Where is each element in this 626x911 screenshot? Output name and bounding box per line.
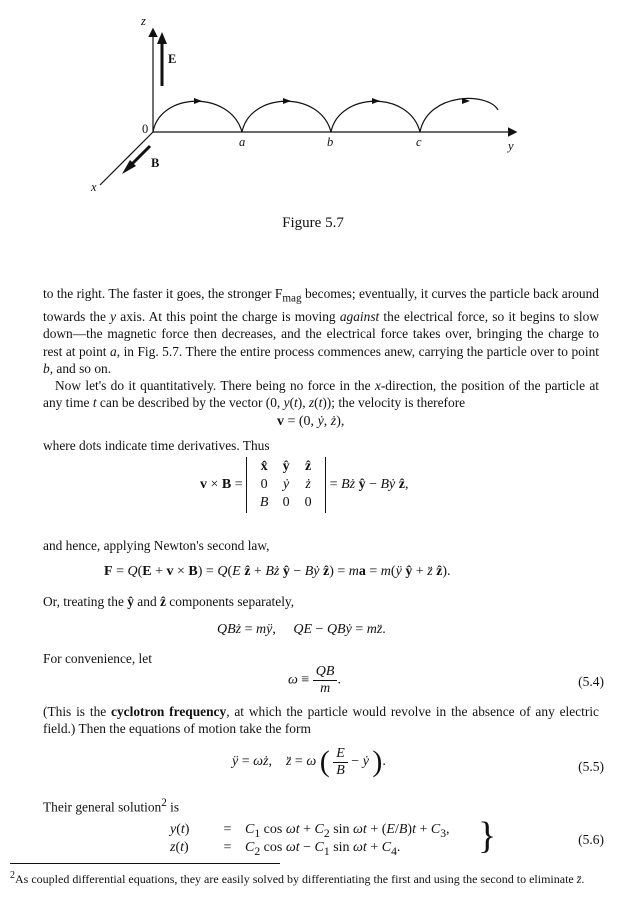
point-b-label: b [327,135,334,149]
cross-rhs: = Bż ŷ − Bẏ ẑ, [329,477,409,492]
solution-brace: } [478,815,497,857]
paragraph-text: Their general solution$^2$ is [43,797,180,815]
matrix-cell: 0 [260,477,268,492]
sol-z-lhs: z(t) [170,840,189,855]
motion-denominator: B [336,762,345,778]
point-a-label: a [239,135,246,149]
field-b-label: B [151,156,160,170]
point-c-label: c [416,135,422,149]
matrix-cell: x̂ [260,459,268,474]
field-e-label: E [168,52,177,66]
matrix-cell: ż [305,477,311,492]
arc-direction-arrow-1 [194,98,202,104]
origin-label: 0 [142,122,149,136]
x-axis [100,132,153,185]
paragraph-components [43,593,599,610]
paragraph-text: Or, treating the ŷ and ẑ components separately, [43,594,295,609]
sol-y-rhs: $C_1$ $\cos \omega t + C_2$ $\sin \omega t + (E/B)t + C_3$, [245,822,450,840]
motion-tail: − ẏ [351,754,369,769]
paragraph-text: to the right. The faster it goes, the stronger $F_{mag}$ becomes; eventually, it curves the particle back around towards the y axis. At this point the charge is moving against the electrical force, so it begins to slow down—the magnetic force then decreases, and the electrical force takes over, bringing the charge to rest at point a, in Fig. 5.7. There the entire process commences anew, carrying the particle over to point b, and so on. [43,286,599,377]
cycloid-arc-3 [331,101,420,132]
matrix-cell: 0 [282,495,290,510]
matrix-cell: B [259,495,269,510]
equation-solution-y [170,822,450,840]
motion-numerator: E [333,746,348,763]
paragraph-text: Now let's do it quantitatively. There being no force in the x-direction, the position of the particle at any time t can be described by the vector (0, y(t), z(t)); the velocity is therefore [43,378,599,411]
matrix-cell: 0 [304,495,312,510]
equation-number-5-6: (5.6) [578,832,604,847]
omega-numerator: QB [313,664,338,681]
axis-z-label: z [141,14,146,28]
e-field-arrowhead [157,32,167,44]
axis-y-label: y [508,139,514,153]
equation-newton: F = Q(E + v × B) = Q(E ẑ + Bż ŷ − Bẏ ẑ) = ma = m(ÿ ŷ + z̈ ẑ). [104,564,451,579]
cycloid-arc-2 [242,101,331,132]
motion-fraction [333,746,348,779]
equation-omega: ω ≡ $\frac{QB}{m}$ . [288,664,341,696]
determinant-matrix [246,457,326,513]
figure-5-7-diagram [0,0,626,200]
paragraph-general-solution [43,795,599,816]
axis-x-label: x [91,180,97,194]
omega-fraction [313,664,338,697]
equation-cross-product [200,457,408,513]
sol-z-equals: = [223,840,232,855]
equation-components: QBż = mÿ, QE − QBẏ = mz̈. [217,622,386,637]
cycloid-arc-1 [153,101,242,132]
paragraph-magnetic-force [43,285,599,378]
figure-caption: Figure 5.7 [282,215,344,231]
equation-motion: ÿ = ωż, z̈ = ω ( $\frac{E}{B}$ − ẏ ). [232,745,386,778]
motion-first: ÿ = ωż, z̈ = ω [232,754,317,769]
paragraph-text: and hence, applying Newton's second law, [43,538,270,553]
matrix-cell: ẑ [305,459,312,474]
paragraph-cyclotron [43,703,599,738]
cross-lhs: v × B = [200,477,243,492]
equation-number-5-5: (5.5) [578,759,604,774]
footnote: $^2$As coupled differential equations, they are easily solved by differentiating the first and using the second to eliminate z̈. [10,870,585,886]
equation-velocity: v = (0, ẏ, ż), [277,414,345,429]
paragraph-text: (This is the cyclotron frequency, at which the particle would revolve in the absence of any electric field.) Then the equations of motion take the form [43,704,599,737]
omega-denominator: m [320,681,331,696]
paragraph-dots [43,437,599,454]
sol-z-rhs: $C_2$ $\cos \omega t - C_1$ $\sin \omega t + C_4$. [245,840,401,858]
omega-lhs: ω ≡ [288,672,310,688]
arc-direction-arrow-3 [372,98,380,104]
paragraph-newton [43,537,599,554]
matrix-cell: ẏ [283,477,290,492]
footnote-rule [10,863,280,864]
paragraph-quantitative [43,377,599,412]
arc-direction-arrow-2 [283,98,291,104]
equation-number-5-4: (5.4) [578,674,604,689]
paragraph-text: where dots indicate time derivatives. Thus [43,438,270,453]
cycloid-arc-4 [420,98,498,132]
matrix-cell: ŷ [282,459,290,474]
paragraph-text: For convenience, let [43,651,152,666]
equation-solution-z [170,840,400,858]
sol-y-equals: = [223,822,232,837]
sol-y-lhs: y(t) [170,822,190,837]
